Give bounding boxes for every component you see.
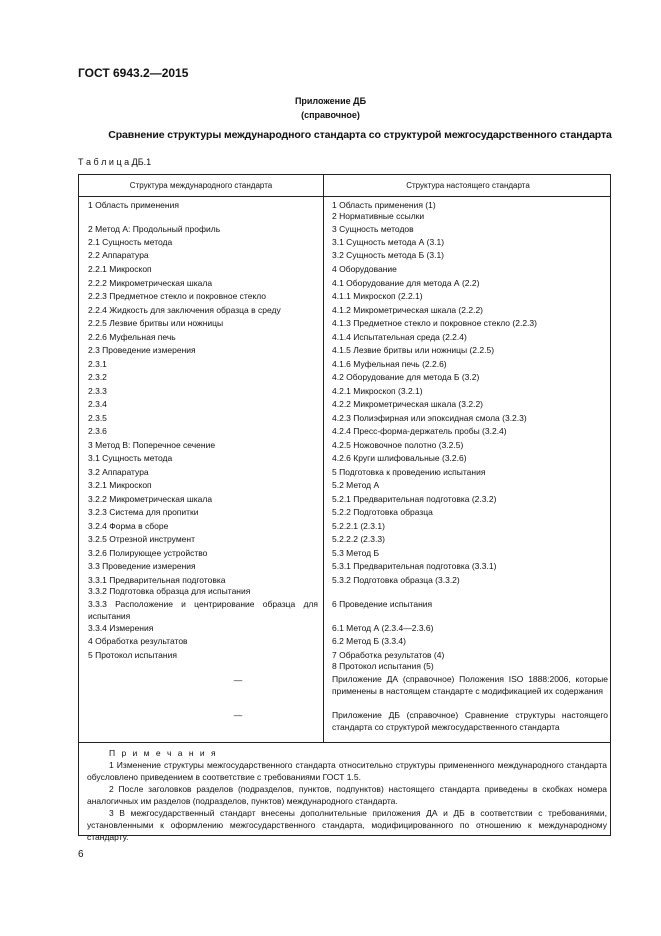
notes-heading: П р и м е ч а н и я (109, 748, 218, 758)
right-row: 7 Обработка результатов (4) (332, 650, 445, 660)
left-row: 2.2 Аппаратура (88, 250, 149, 260)
left-row: 3.1 Сущность метода (88, 453, 173, 463)
left-row: 2.2.1 Микроскоп (88, 264, 152, 274)
right-row: 4.2.1 Микроскоп (3.2.1) (332, 386, 423, 396)
right-row: 2 Нормативные ссылки (332, 211, 425, 221)
right-row: 4.2.2 Микрометрическая шкала (3.2.2) (332, 399, 483, 409)
table-notes (87, 747, 607, 843)
column-header-national: Структура настоящего стандарта (406, 181, 530, 190)
right-row: 8 Протокол испытания (5) (332, 661, 434, 671)
right-row: Приложение ДБ (справочное) Сравнение структуры настоящего стандарта со структурой межгосударственного стандарта (332, 710, 608, 732)
right-row: 4.2.5 Ножовочное полотно (3.2.5) (332, 440, 464, 450)
right-row: 4.1.6 Муфельная печь (2.2.6) (332, 359, 447, 369)
note-item: 3 В межгосударственный стандарт внесены дополнительные приложения ДА и ДБ в соответствии с требованиями, установленными к оформлению межгосударственного стандарта, модифицированного по отношению к международному стандарту. (87, 808, 607, 842)
left-row: 2.3.4 (88, 399, 107, 409)
left-row: 2.3.5 (88, 413, 107, 423)
left-row: 2.2.2 Микрометрическая шкала (88, 278, 213, 288)
right-row: 5.3.2 Подготовка образца (3.3.2) (332, 575, 460, 585)
right-row: 3.1 Сущность метода А (3.1) (332, 237, 445, 247)
left-row: 3.2.2 Микрометрическая шкала (88, 494, 213, 504)
appendix-title: Приложение ДБ (294, 96, 367, 106)
right-row: 4.1.3 Предметное стекло и покровное стекло (2.2.3) (332, 318, 537, 328)
right-row: 3.2 Сущность метода Б (3.1) (332, 250, 445, 260)
left-row: 3.2 Аппаратура (88, 467, 149, 477)
right-row: 4.2.3 Полиэфирная или эпоксидная смола (3.2.3) (332, 413, 527, 423)
left-row: 3.2.6 Полирующее устройство (88, 548, 208, 558)
left-row-dash: — (233, 710, 243, 720)
page-number: 6 (78, 849, 84, 860)
note-item: 1 Изменение структуры межгосударственного стандарта относительно структуры примененного международного стандарта обусловлено приведением в соответствие с требованиями ГОСТ 1.5. (87, 760, 607, 782)
right-row: 1 Область применения (1) (332, 200, 436, 210)
left-row: 3.2.3 Система для пропитки (88, 507, 199, 517)
left-row: 4 Обработка результатов (88, 636, 188, 646)
right-row: 5.2.2 Подготовка образца (332, 507, 433, 517)
right-row: Приложение ДА (справочное) Положения ISO 1888:2006, которые применены в настоящем стандарте с модификацией их содержания (332, 674, 608, 696)
left-row: 3.3.3 Расположение и центрирование образца для испытания (88, 599, 318, 621)
right-row: 5.2.2.1 (2.3.1) (332, 521, 385, 531)
right-row: 4.1 Оборудование для метода А (2.2) (332, 278, 480, 288)
left-row: 3.2.4 Форма в сборе (88, 521, 169, 531)
left-row: 2.2.5 Лезвие бритвы или ножницы (88, 318, 224, 328)
right-row: 4.2.6 Круги шлифовальные (3.2.6) (332, 453, 467, 463)
right-row: 5.3 Метод Б (332, 548, 380, 558)
left-row: 2.3.6 (88, 426, 107, 436)
right-row: 5 Подготовка к проведению испытания (332, 467, 486, 477)
right-row: 6.2 Метод Б (3.3.4) (332, 636, 406, 646)
appendix-subtitle: (справочное) (301, 110, 360, 120)
left-row: 3.2.5 Отрезной инструмент (88, 534, 195, 544)
column-divider (323, 175, 324, 742)
right-row: 4.2 Оборудование для метода Б (3.2) (332, 372, 480, 382)
left-row: 2 Метод А: Продольный профиль (88, 224, 221, 234)
right-row: 5.2 Метод А (332, 480, 380, 490)
note-item: 2 После заголовков разделов (подразделов, пунктов, подпунктов) настоящего стандарта приведены в скобках номера аналогичных им разделов (подразделов, пунктов) международного стандарта. (87, 784, 607, 806)
right-row: 3 Сущность методов (332, 224, 414, 234)
left-row: 2.3.3 (88, 386, 107, 396)
left-row: 2.3.1 (88, 359, 107, 369)
left-row: 3.3.4 Измерения (88, 623, 154, 633)
left-row: 2.2.6 Муфельная печь (88, 332, 176, 342)
left-row: 3.3 Проведение измерения (88, 561, 196, 571)
table-caption: Т а б л и ц а ДБ.1 (78, 157, 152, 167)
column-header-international: Структура международного стандарта (129, 181, 273, 190)
notes-divider (79, 742, 610, 743)
right-row: 4.1.5 Лезвие бритвы или ножницы (2.2.5) (332, 345, 495, 355)
right-row: 4.2.4 Пресс-форма-держатель пробы (3.2.4) (332, 426, 507, 436)
left-row: 2.3 Проведение измерения (88, 345, 196, 355)
left-row: 2.1 Сущность метода (88, 237, 173, 247)
left-row-dash: — (233, 675, 243, 685)
right-row: 4.1.2 Микрометрическая шкала (2.2.2) (332, 305, 483, 315)
left-row: 1 Область применения (88, 200, 179, 210)
right-row: 6.1 Метод А (2.3.4—2.3.6) (332, 623, 434, 633)
document-code: ГОСТ 6943.2—2015 (78, 66, 189, 80)
right-row: 6 Проведение испытания (332, 599, 433, 609)
right-row: 5.3.1 Предварительная подготовка (3.3.1) (332, 561, 497, 571)
right-row: 4.1.4 Испытательная среда (2.2.4) (332, 332, 467, 342)
right-row: 5.2.2.2 (2.3.3) (332, 534, 385, 544)
right-row: 5.2.1 Предварительная подготовка (2.3.2) (332, 494, 497, 504)
left-row: 2.3.2 (88, 372, 107, 382)
right-row: 4 Оборудование (332, 264, 397, 274)
left-row: 3.3.1 Предварительная подготовка (88, 575, 226, 585)
left-row: 2.2.4 Жидкость для заключения образца в среду (88, 305, 281, 315)
left-row: 5 Протокол испытания (88, 650, 177, 660)
left-row: 3 Метод В: Поперечное сечение (88, 440, 216, 450)
left-row: 3.2.1 Микроскоп (88, 480, 152, 490)
right-row: 4.1.1 Микроскоп (2.2.1) (332, 291, 423, 301)
header-divider (79, 196, 610, 197)
comparison-table (78, 174, 611, 842)
left-row: 3.3.2 Подготовка образца для испытания (88, 586, 251, 596)
appendix-heading: Сравнение структуры международного стандарта со структурой межгосударственного стандарта (108, 129, 612, 141)
left-row: 2.2.3 Предметное стекло и покровное стекло (88, 291, 267, 301)
